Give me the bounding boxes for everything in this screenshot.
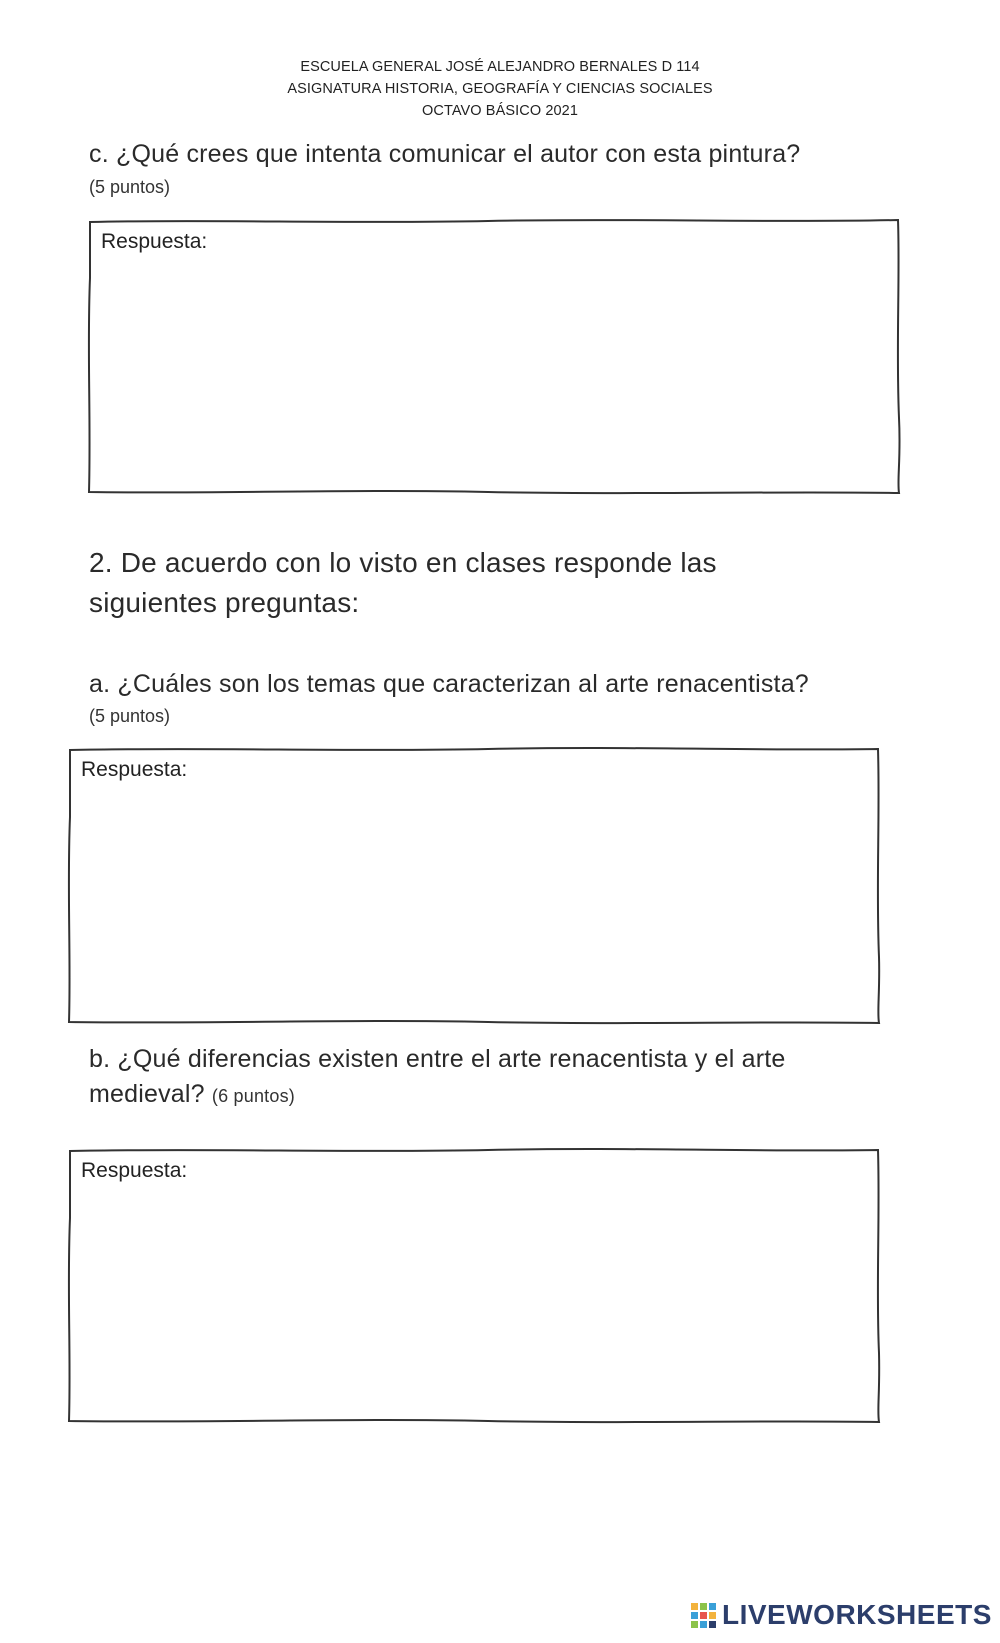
section-2-line-1: 2. De acuerdo con lo visto en clases responde las [89, 547, 717, 578]
answer-box-b[interactable] [68, 1148, 880, 1424]
footer-brand [690, 1595, 992, 1635]
liveworksheets-logo-icon [690, 1601, 718, 1629]
question-b-line-1: b. ¿Qué diferencias existen entre el arte renacentista y el arte [89, 1045, 786, 1073]
answer-box-a[interactable] [68, 747, 880, 1025]
brand-name: LIVEWORKSHEETS [722, 1599, 992, 1630]
school-name: ESCUELA GENERAL JOSÉ ALEJANDRO BERNALES D 114 [300, 59, 700, 75]
question-b-points: (6 puntos) [211, 1086, 295, 1106]
answer-box-b-border [68, 1148, 880, 1424]
section-2-line-2: siguientes preguntas: [89, 587, 360, 618]
question-b-line-2-text: medieval? [89, 1080, 205, 1108]
question-c-points: (5 puntos) [89, 177, 171, 197]
answer-label-b: Respuesta: [81, 1159, 188, 1182]
answer-label-c: Respuesta: [101, 230, 208, 253]
answer-box-a-border [68, 747, 880, 1025]
question-c-text: c. ¿Qué crees que intenta comunicar el autor con esta pintura? [89, 140, 801, 168]
question-b-line-2 [89, 1080, 295, 1109]
question-a-points: (5 puntos) [89, 706, 171, 726]
question-a-text: a. ¿Cuáles son los temas que caracterizan al arte renacentista? [89, 670, 809, 698]
answer-box-c-border [88, 218, 900, 495]
answer-box-c[interactable] [88, 218, 900, 495]
course-name: OCTAVO BÁSICO 2021 [422, 103, 578, 119]
school-header [0, 56, 1000, 122]
answer-label-a: Respuesta: [81, 758, 188, 781]
subject-name: ASIGNATURA HISTORIA, GEOGRAFÍA Y CIENCIAS SOCIALES [287, 81, 713, 97]
